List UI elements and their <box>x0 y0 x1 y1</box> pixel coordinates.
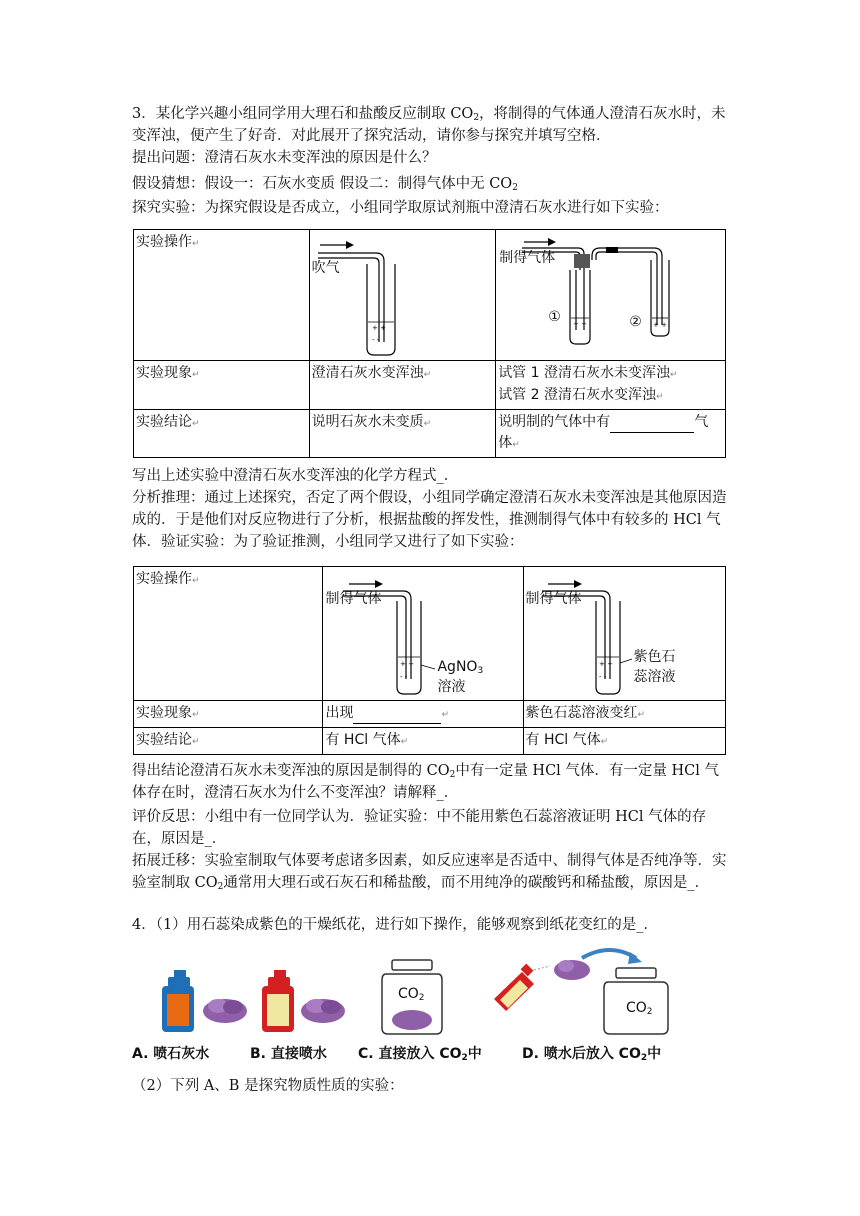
q3-reflection: 评价反思：小组中有一位同学认为．验证实验：中不能用紫色石蕊溶液证明 HCl 气体的存在，原因是_． <box>132 809 707 847</box>
tube-2-label: ② <box>629 314 642 330</box>
row-label-conclusion: 实验结论↵ <box>134 728 323 755</box>
experiment-table-2 <box>133 566 726 755</box>
answer-blank[interactable] <box>610 412 694 433</box>
observation-2: 紫色石蕊溶液变红↵ <box>523 701 725 728</box>
litmus-apparatus <box>524 567 723 697</box>
produced-gas-label: 制得气体 <box>325 591 382 607</box>
solution-label: 溶液 <box>437 679 466 695</box>
paper-flower-icon <box>203 999 247 1023</box>
svg-text:+ +: + + <box>371 324 386 332</box>
purple-litmus-label: 紫色石 <box>633 649 676 665</box>
blow-air-label: 吹气 <box>311 260 340 276</box>
svg-text:- -: - - <box>400 673 408 681</box>
conclusion-2: 说明制的气体中有 气 体↵ <box>496 410 726 458</box>
blow-air-apparatus <box>310 230 493 357</box>
agno3-apparatus <box>323 567 519 697</box>
produced-gas-label: 制得气体 <box>499 250 556 266</box>
row-label-operation: 实验操作↵ <box>134 567 323 701</box>
q4-options-figure <box>130 944 720 1040</box>
q3-equation-prompt: 写出上述实验中澄清石灰水变浑浊的化学方程式_． <box>132 468 459 484</box>
experiment-table-1 <box>133 229 726 458</box>
spray-bottle-icon <box>494 964 550 1011</box>
q3-conclusion: 得出结论澄清石灰水未变浑浊的原因是制得的 $CO_2$中有一定量 HCl 气体．有一定量 HCl 气体存在时，澄清石灰水为什么不变浑浊？请解释_． <box>132 763 720 801</box>
svg-text:- -: - - <box>371 336 379 344</box>
q4-part2: （2）下列 A、B 是探究物质性质的实验： <box>132 1078 404 1094</box>
observation-2: 试管 1 澄清石灰水未变浑浊↵ 试管 2 澄清石灰水变浑浊↵ <box>496 361 726 410</box>
row-label-observation: 实验现象↵ <box>134 361 310 410</box>
figure-produced-gas <box>496 230 726 361</box>
observation-1: 出现 ↵ <box>323 701 523 728</box>
litmus-solution-label: 蕊溶液 <box>633 669 676 685</box>
row-label-observation: 实验现象↵ <box>134 701 323 728</box>
tube-1-label: ① <box>548 309 561 325</box>
q3-question: 提出问题：澄清石灰水未变浑浊的原因是什么？ <box>132 150 437 166</box>
option-c: C. 直接放入 $CO_2$中 <box>358 1046 482 1063</box>
spray-bottle-icon <box>262 970 294 1032</box>
q3-extension: 拓展迁移：实验室制取气体要考虑诸多因素，如反应速率是否适中、制得气体是否纯净等．实验室制取 $CO_2$通常用大理石或石灰石和稀盐酸，而不用纯净的碳酸钙和稀盐酸，原因是_． <box>132 853 727 892</box>
spray-bottle-icon <box>162 970 194 1032</box>
svg-text:+ +: + + <box>653 321 668 329</box>
conclusion-1: 有 HCl 气体↵ <box>323 728 523 755</box>
option-a: A. 喷石灰水 <box>132 1046 210 1062</box>
paper-flower-icon <box>554 960 590 980</box>
row-label-operation: 实验操作↵ <box>134 230 310 361</box>
q3-hypothesis: 假设猜想：假设一：石灰水变质 假设二：制得气体中无 $CO_2$ <box>132 176 518 193</box>
produced-gas-label: 制得气体 <box>525 591 582 607</box>
q3-intro: 3．某化学兴趣小组同学用大理石和盐酸反应制取 $CO_2$，将制得的气体通人澄清石灰水时，未变浑浊，便产生了好奇．对此展开了探究活动，请你参与探究并填写空格． <box>132 106 726 144</box>
observation-1: 澄清石灰水变浑浊↵ <box>309 361 496 410</box>
answer-blank[interactable] <box>353 703 441 724</box>
figure-blow-air <box>309 230 496 361</box>
option-d: D. 喷水后放入 $CO_2$中 <box>522 1046 662 1063</box>
conclusion-1: 说明石灰水未变质↵ <box>309 410 496 458</box>
jar-c-label: $CO_2$ <box>398 986 425 1003</box>
svg-text:+ +: + + <box>400 660 415 668</box>
paper-flower-icon <box>301 999 345 1023</box>
svg-text:+ +: + + <box>598 660 613 668</box>
option-b: B. 直接喷水 <box>250 1046 327 1062</box>
curved-arrow-icon <box>582 950 642 964</box>
figure-agno3 <box>323 567 523 701</box>
row-label-conclusion: 实验结论↵ <box>134 410 310 458</box>
jar-d-label: $CO_2$ <box>626 1000 653 1017</box>
q4-intro: 4．（1）用石蕊染成紫色的干燥纸花，进行如下操作，能够观察到纸花变红的是_． <box>132 917 658 933</box>
figure-litmus <box>523 567 725 701</box>
q3-analysis: 分析推理：通过上述探究，否定了两个假设，小组同学确定澄清石灰水未变浑浊是其他原因造成的．于是他们对反应物进行了分析，根据盐酸的挥发性，推测制得气体中有较多的 HCl 气体．验证实验：为了验证推测，小组同学又进行了如下实验： <box>132 490 727 550</box>
q3-experiment: 探究实验：为探究假设是否成立，小组同学取原试剂瓶中澄清石灰水进行如下实验： <box>132 200 669 216</box>
conclusion-2: 有 HCl 气体↵ <box>523 728 725 755</box>
agno3-label: AgNO$_3$ <box>437 659 484 676</box>
svg-text:- -: - - <box>598 673 606 681</box>
svg-text:+ +: + + <box>573 320 588 328</box>
